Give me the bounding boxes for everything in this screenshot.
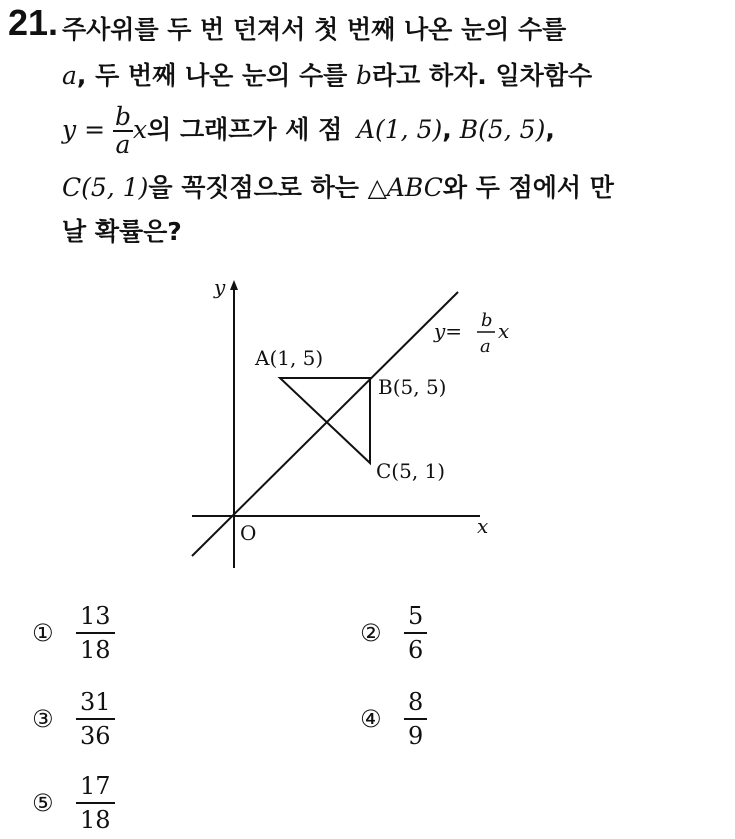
- choice-3-numerator: 31: [76, 686, 115, 720]
- label-point-c: C(5, 1): [376, 459, 446, 483]
- origin-label: O: [240, 521, 257, 545]
- line4-text: 을 꼭짓점으로 하는: [148, 173, 368, 202]
- choice-3-marker: ③: [32, 705, 54, 733]
- choice-5-numerator: 17: [76, 770, 115, 804]
- choice-4-marker: ④: [360, 705, 382, 733]
- line-label-y: y=: [434, 319, 463, 343]
- coordinate-graph: [180, 270, 540, 580]
- line-equation-label: [433, 310, 509, 357]
- slope-fraction: [113, 104, 133, 158]
- label-point-a: A(1, 5): [255, 346, 324, 370]
- choice-2-marker: ②: [360, 619, 382, 647]
- line-label-denominator: a: [480, 336, 491, 357]
- choice-1-numerator: 13: [76, 600, 115, 634]
- x-axis-label: x: [477, 514, 489, 538]
- triangle-abc-shape: [280, 378, 370, 463]
- slope-numerator: b: [114, 102, 131, 131]
- y-axis-label: y: [214, 275, 226, 299]
- eq-sign: =: [76, 115, 113, 144]
- question-line-4: [62, 168, 614, 208]
- choice-3[interactable]: [32, 686, 115, 752]
- line2-end: 라고 하자. 일차함수: [372, 61, 593, 90]
- line-label-x: x: [498, 319, 510, 343]
- eq-x: x: [132, 115, 148, 144]
- choice-1-marker: ①: [32, 619, 54, 647]
- question-line-1: 주사위를 두 번 던져서 첫 번째 나온 눈의 수를: [62, 15, 567, 44]
- var-a: a: [62, 61, 77, 90]
- choice-2-fraction: [404, 600, 427, 666]
- choice-4-numerator: 8: [404, 686, 427, 720]
- choice-5-denominator: 18: [80, 806, 111, 834]
- comma-1: ,: [442, 115, 452, 144]
- choice-3-fraction: [76, 686, 115, 752]
- line4-end: 와 두 점에서 만: [442, 173, 614, 202]
- comma-2: ,: [545, 115, 555, 144]
- point-a: A(1, 5): [356, 115, 443, 144]
- question-number: 21.: [8, 2, 59, 43]
- label-point-b: B(5, 5): [378, 375, 447, 399]
- choice-4-denominator: 9: [408, 722, 424, 750]
- choice-2-numerator: 5: [404, 600, 427, 634]
- choice-1-denominator: 18: [80, 636, 111, 664]
- choice-2[interactable]: [360, 600, 427, 666]
- line3-text: 의 그래프가 세 점: [147, 115, 351, 144]
- triangle-abc: △ABC: [367, 173, 443, 202]
- choice-1-fraction: [76, 600, 115, 666]
- slope-denominator: a: [115, 130, 131, 159]
- point-c: C(5, 1): [62, 173, 149, 202]
- choice-5[interactable]: [32, 770, 115, 836]
- choice-1[interactable]: [32, 600, 115, 666]
- choice-2-denominator: 6: [408, 636, 424, 664]
- question-line-3: [62, 104, 555, 158]
- choice-3-denominator: 36: [80, 722, 111, 750]
- question-line-2: [62, 56, 592, 96]
- choice-5-marker: ⑤: [32, 789, 54, 817]
- choice-5-fraction: [76, 770, 115, 836]
- var-b: b: [355, 61, 372, 90]
- line2-text: , 두 번째 나온 눈의 수를: [76, 61, 356, 90]
- choice-4-fraction: [404, 686, 427, 752]
- question-line-5: 날 확률은?: [62, 217, 182, 246]
- choice-4[interactable]: [360, 686, 427, 752]
- line-label-numerator: b: [481, 310, 493, 331]
- point-b: B(5, 5): [459, 115, 546, 144]
- y-axis-arrow: [230, 280, 238, 290]
- eq-lhs: y: [62, 115, 77, 144]
